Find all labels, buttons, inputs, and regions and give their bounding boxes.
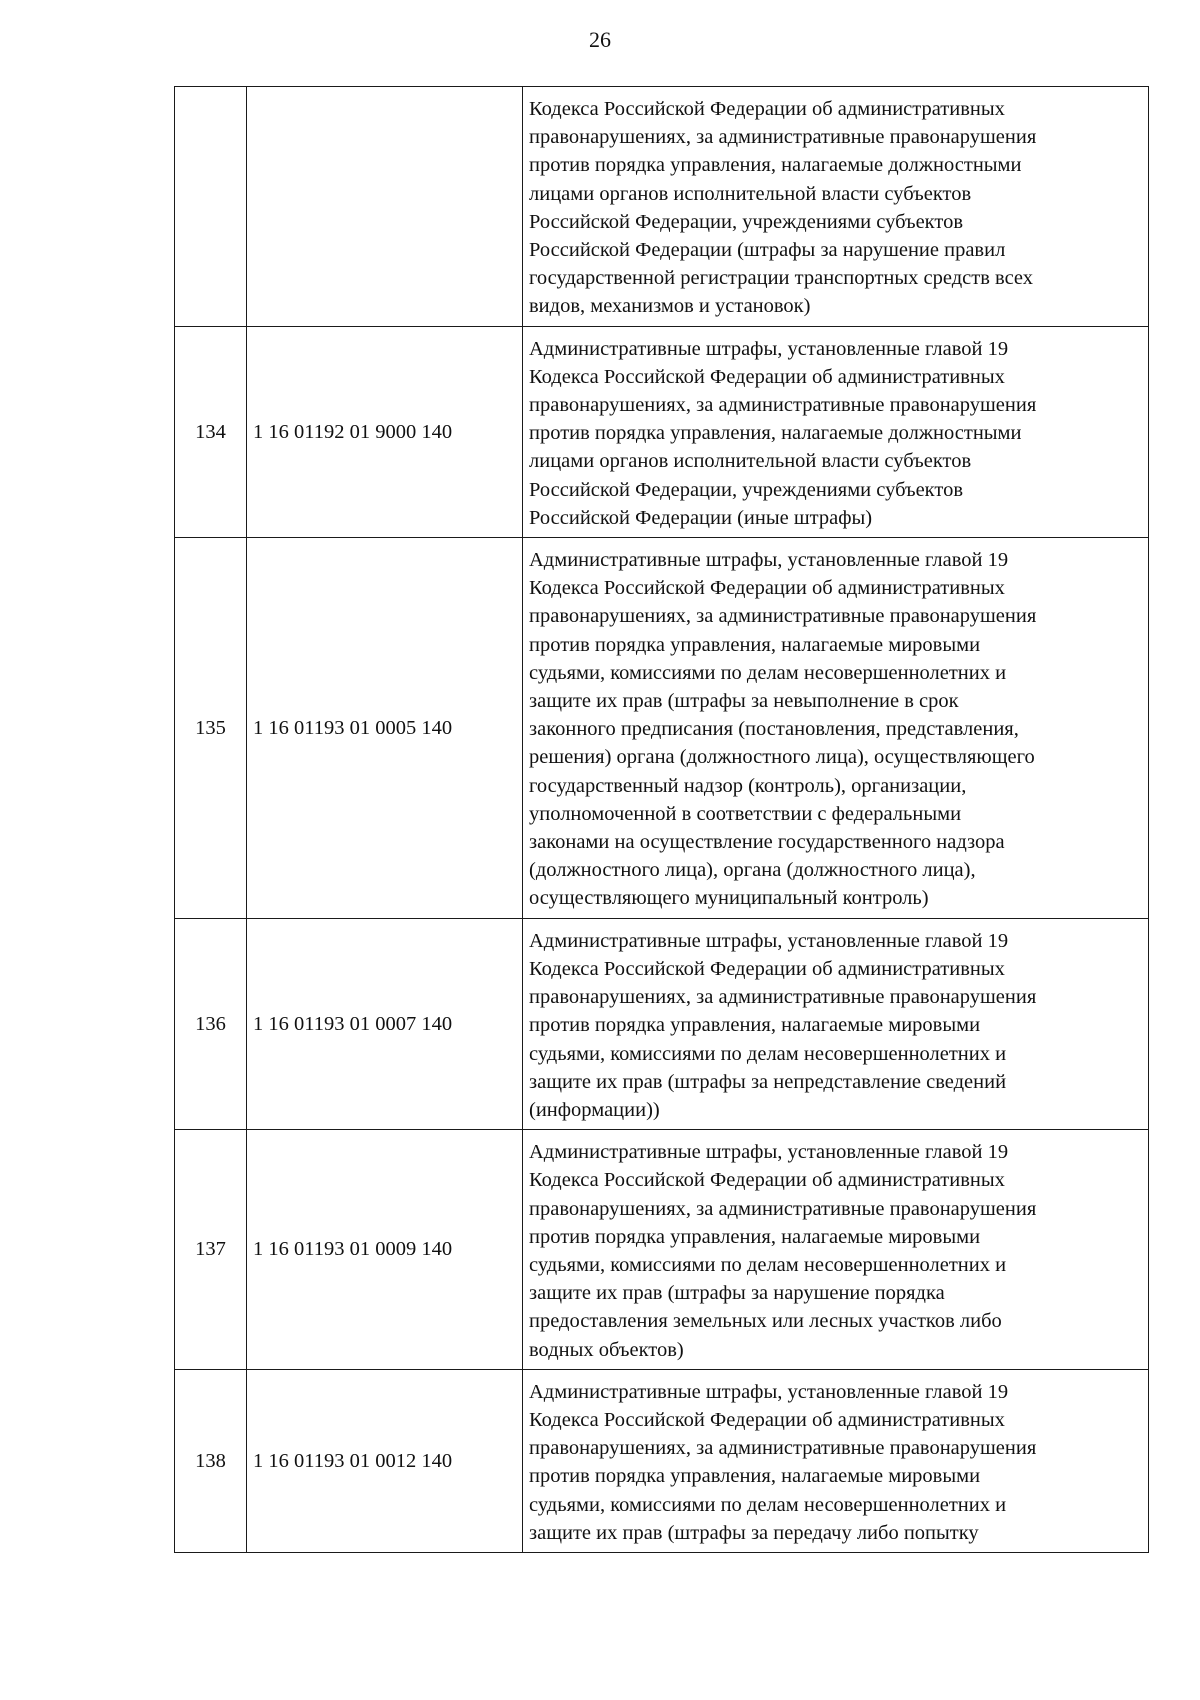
description-line: Российской Федерации, учреждениями субъектов <box>529 478 963 501</box>
row-description <box>523 87 1149 327</box>
table-row <box>175 87 1149 327</box>
description-line: защите их прав (штрафы за непредставление сведений <box>529 1070 1007 1093</box>
row-number: 134 <box>175 326 247 537</box>
description-line: против порядка управления, налагаемые мировыми <box>529 633 981 656</box>
budget-classification-table <box>174 86 1149 1553</box>
row-number: 138 <box>175 1369 247 1552</box>
table-row <box>175 918 1149 1129</box>
row-number: 136 <box>175 918 247 1129</box>
description-line: лицами органов исполнительной власти субъектов <box>529 450 972 473</box>
description-line: судьями, комиссиями по делам несовершеннолетних и <box>529 1042 1007 1065</box>
description-line: Административные штрафы, установленные главой 19 <box>529 1141 1009 1164</box>
classification-code: 1 16 01193 01 0007 140 <box>247 918 523 1129</box>
description-line: судьями, комиссиями по делам несовершеннолетних и <box>529 661 1007 684</box>
description-line: защите их прав (штрафы за передачу либо попытку <box>529 1521 979 1544</box>
description-line: против порядка управления, налагаемые мировыми <box>529 1225 981 1248</box>
classification-code: 1 16 01192 01 9000 140 <box>247 326 523 537</box>
row-description <box>523 538 1149 919</box>
description-line: правонарушениях, за административные правонарушения <box>529 986 1037 1009</box>
description-line: (должностного лица), органа (должностного лица), <box>529 859 976 882</box>
description-line: законами на осуществление государственного надзора <box>529 831 1005 854</box>
description-line: лицами органов исполнительной власти субъектов <box>529 182 972 205</box>
description-line: Административные штрафы, установленные главой 19 <box>529 929 1009 952</box>
description-line: (информации)) <box>529 1098 660 1121</box>
description-line: Административные штрафы, установленные главой 19 <box>529 1380 1009 1403</box>
row-number <box>175 87 247 327</box>
description-line: уполномоченной в соответствии с федеральными <box>529 802 962 825</box>
row-description <box>523 326 1149 537</box>
description-line: судьями, комиссиями по делам несовершеннолетних и <box>529 1493 1007 1516</box>
description-line: осуществляющего муниципальный контроль) <box>529 887 929 910</box>
row-number: 137 <box>175 1130 247 1370</box>
classification-code: 1 16 01193 01 0012 140 <box>247 1369 523 1552</box>
table-body <box>175 87 1149 1553</box>
description-line: Административные штрафы, установленные главой 19 <box>529 549 1009 572</box>
description-line: судьями, комиссиями по делам несовершеннолетних и <box>529 1253 1007 1276</box>
description-line: против порядка управления, налагаемые должностными <box>529 154 1022 177</box>
description-line: Административные штрафы, установленные главой 19 <box>529 337 1009 360</box>
classification-code <box>247 87 523 327</box>
row-number: 135 <box>175 538 247 919</box>
description-line: защите их прав (штрафы за невыполнение в срок <box>529 690 959 713</box>
description-line: предоставления земельных или лесных участков либо <box>529 1310 1002 1333</box>
description-line: Кодекса Российской Федерации об административных <box>529 577 1005 600</box>
description-line: против порядка управления, налагаемые мировыми <box>529 1014 981 1037</box>
row-description <box>523 1130 1149 1370</box>
description-line: против порядка управления, налагаемые должностными <box>529 422 1022 445</box>
table-row <box>175 326 1149 537</box>
row-description <box>523 918 1149 1129</box>
table-row <box>175 538 1149 919</box>
description-line: правонарушениях, за административные правонарушения <box>529 605 1037 628</box>
description-line: видов, механизмов и установок) <box>529 295 811 318</box>
description-line: решения) органа (должностного лица), осуществляющего <box>529 746 1035 769</box>
description-line: правонарушениях, за административные правонарушения <box>529 1437 1037 1460</box>
page-number: 26 <box>589 27 611 52</box>
description-line: Российской Федерации (штрафы за нарушение правил <box>529 239 1006 262</box>
description-line: законного предписания (постановления, представления, <box>529 718 1019 741</box>
description-line: Российской Федерации, учреждениями субъектов <box>529 210 963 233</box>
row-description <box>523 1369 1149 1552</box>
description-line: правонарушениях, за административные правонарушения <box>529 126 1037 149</box>
description-line: Кодекса Российской Федерации об административных <box>529 957 1005 980</box>
description-line: против порядка управления, налагаемые мировыми <box>529 1465 981 1488</box>
description-line: водных объектов) <box>529 1338 684 1361</box>
description-line: Кодекса Российской Федерации об административных <box>529 98 1005 120</box>
description-line: Кодекса Российской Федерации об административных <box>529 365 1005 388</box>
description-line: правонарушениях, за административные правонарушения <box>529 394 1037 417</box>
description-line: Кодекса Российской Федерации об административных <box>529 1408 1005 1431</box>
description-line: правонарушениях, за административные правонарушения <box>529 1197 1037 1220</box>
table-row <box>175 1130 1149 1370</box>
description-line: Кодекса Российской Федерации об административных <box>529 1169 1005 1192</box>
description-line: Российской Федерации (иные штрафы) <box>529 506 873 529</box>
description-line: защите их прав (штрафы за нарушение порядка <box>529 1282 945 1305</box>
table-row <box>175 1369 1149 1552</box>
description-line: государственной регистрации транспортных средств всех <box>529 267 1034 290</box>
classification-code: 1 16 01193 01 0009 140 <box>247 1130 523 1370</box>
classification-code: 1 16 01193 01 0005 140 <box>247 538 523 919</box>
description-line: государственный надзор (контроль), организации, <box>529 774 967 797</box>
